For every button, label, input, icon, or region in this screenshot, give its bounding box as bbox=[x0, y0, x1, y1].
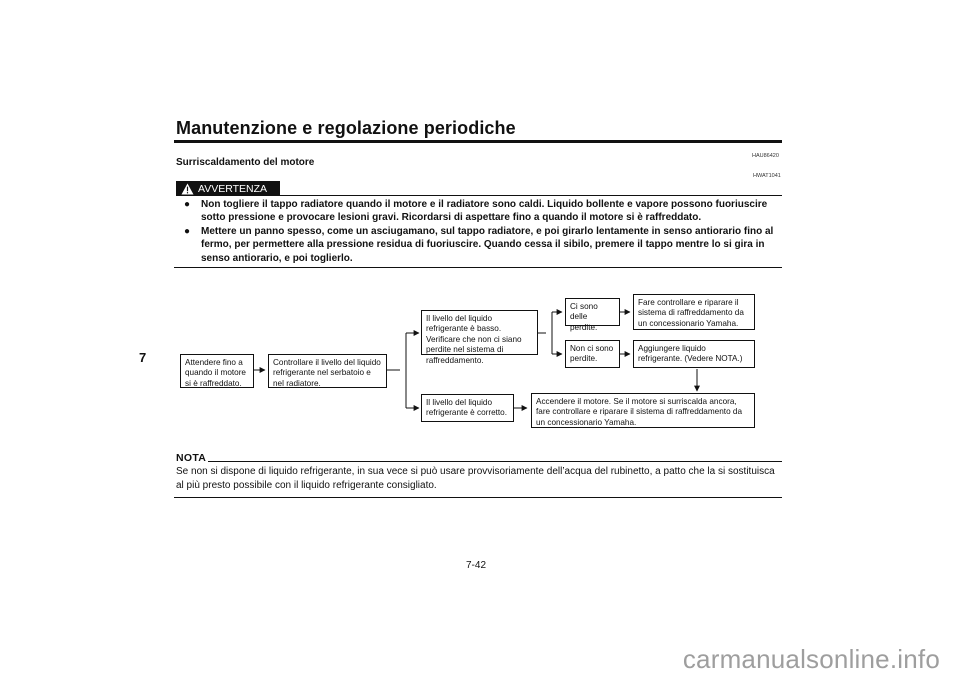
flow-box-add-coolant: Aggiungere liquido refrigerante. (Vedere NOTA.) bbox=[633, 340, 755, 368]
warning-item-text: Non togliere il tappo radiatore quando il motore e il radiatore sono caldi. Liquido bollente e vapore possono fuoriuscire sotto pressione e provocare lesioni gravi. Ricordarsi di aspettare fino a quando il motore si è raffreddato. bbox=[201, 199, 768, 224]
bullet-icon: ● bbox=[184, 199, 191, 210]
flow-box-check-level: Controllare il livello del liquido refrigerante nel serbatoio e nel radiatore. bbox=[268, 354, 387, 388]
section-code: HAU86420 bbox=[752, 153, 779, 159]
chapter-tab: 7 bbox=[139, 350, 147, 365]
flow-box-level-low: Il livello del liquido refrigerante è basso. Verificare che non ci siano perdite nel sistema di raffreddamento. bbox=[421, 310, 538, 355]
flow-box-no-leaks: Non ci sono perdite. bbox=[565, 340, 620, 368]
page-title: Manutenzione e regolazione periodiche bbox=[176, 118, 516, 138]
watermark: carmanualsonline.info bbox=[682, 644, 940, 674]
warning-item-text: Mettere un panno spesso, come un asciugamano, sul tappo radiatore, e poi girarlo lentamente in senso antiorario fino al fermo, per permettere alla pressione residua di fuoriuscire. Quando cessa il sibilo, premere il tappo mentre lo si gira in senso antiorario, e poi toglierlo. bbox=[201, 225, 774, 264]
nota-text: Se non si dispone di liquido refrigerante, in sua vece si può usare provvisoriamente dell’acqua del rubinetto, a patto che la si sostituisca al più presto possibile con il liquido refrigerante consigliato. bbox=[176, 466, 775, 491]
nota-rule bbox=[208, 461, 782, 462]
page-number: 7-42 bbox=[466, 560, 487, 571]
flow-box-level-ok: Il livello del liquido refrigerante è corretto. bbox=[421, 394, 514, 422]
warning-label: AVVERTENZA bbox=[198, 182, 268, 195]
bullet-icon: ● bbox=[184, 225, 191, 237]
flow-box-leaks: Ci sono delle perdite. bbox=[565, 298, 620, 326]
flow-box-repair: Fare controllare e riparare il sistema di raffreddamento da un concessionario Yamaha. bbox=[633, 294, 755, 330]
nota-end-rule bbox=[174, 497, 782, 498]
flow-box-restart: Accendere il motore. Se il motore si surriscalda ancora, fare controllare e riparare il sistema di raffreddamento da un concessionario Yamaha. bbox=[531, 393, 755, 428]
warning-code: HWAT1041 bbox=[753, 173, 781, 179]
nota-label: NOTA bbox=[176, 452, 207, 464]
section-title: Surriscaldamento del motore bbox=[176, 157, 315, 168]
flow-box-wait: Attendere fino a quando il motore si è raffreddato. bbox=[180, 354, 254, 388]
